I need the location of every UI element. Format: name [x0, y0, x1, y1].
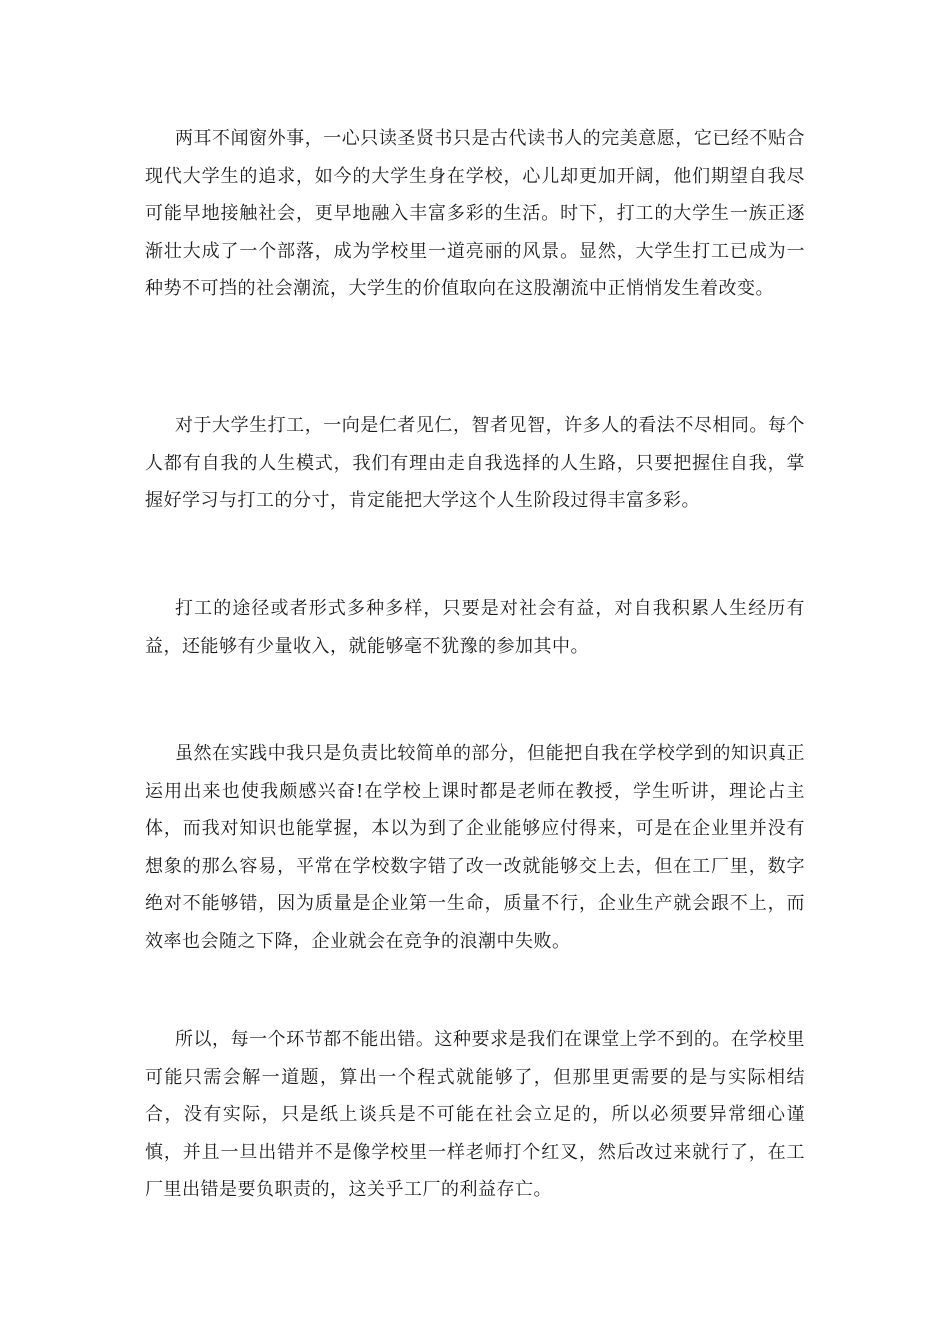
paragraph-4: 虽然在实践中我只是负责比较简单的部分，但能把自我在学校学到的知识真正运用出来也使我颇感兴奋!在学校上课时都是老师在教授，学生听讲，理论占主体，而我对知识也能掌握，本以为到了企业能够应付得来，可是在企业里并没有想象的那么容易，平常在学校数字错了改一改就能够交上去，但在工厂里，数字绝对不能够错，因为质量是企业第一生命，质量不行，企业生产就会跟不上，而效率也会随之下降，企业就会在竞争的浪潮中失败。 [145, 743, 805, 952]
paragraph-5: 所以，每一个环节都不能出错。这种要求是我们在课堂上学不到的。在学校里可能只需会解一道题，算出一个程式就能够了，但那里更需要的是与实际相结合，没有实际，只是纸上谈兵是不可能在社会立足的，所以必须要异常细心谨慎，并且一旦出错并不是像学校里一样老师打个红叉，然后改过来就行了，在工厂里出错是要负职责的，这关乎工厂的利益存亡。 [145, 1029, 805, 1201]
paragraph-1: 两耳不闻窗外事，一心只读圣贤书只是古代读书人的完美意愿，它已经不贴合现代大学生的追求，如今的大学生身在学校，心儿却更加开阔，他们期望自我尽可能早地接触社会，更早地融入丰富多彩的生活。时下，打工的大学生一族正逐渐壮大成了一个部落，成为学校里一道亮丽的风景。显然，大学生打工已成为一种势不可挡的社会潮流，大学生的价值取向在这股潮流中正悄悄发生着改变。 [145, 128, 805, 300]
paragraph-3: 打工的途径或者形式多种多样，只要是对社会有益，对自我积累人生经历有益，还能够有少量收入，就能够毫不犹豫的参加其中。 [145, 598, 805, 657]
paragraph-2: 对于大学生打工，一向是仁者见仁，智者见智，许多人的看法不尽相同。每个人都有自我的人生模式，我们有理由走自我选择的人生路，只要把握住自我，掌握好学习与打工的分寸，肯定能把大学这个人生阶段过得丰富多彩。 [145, 415, 805, 512]
